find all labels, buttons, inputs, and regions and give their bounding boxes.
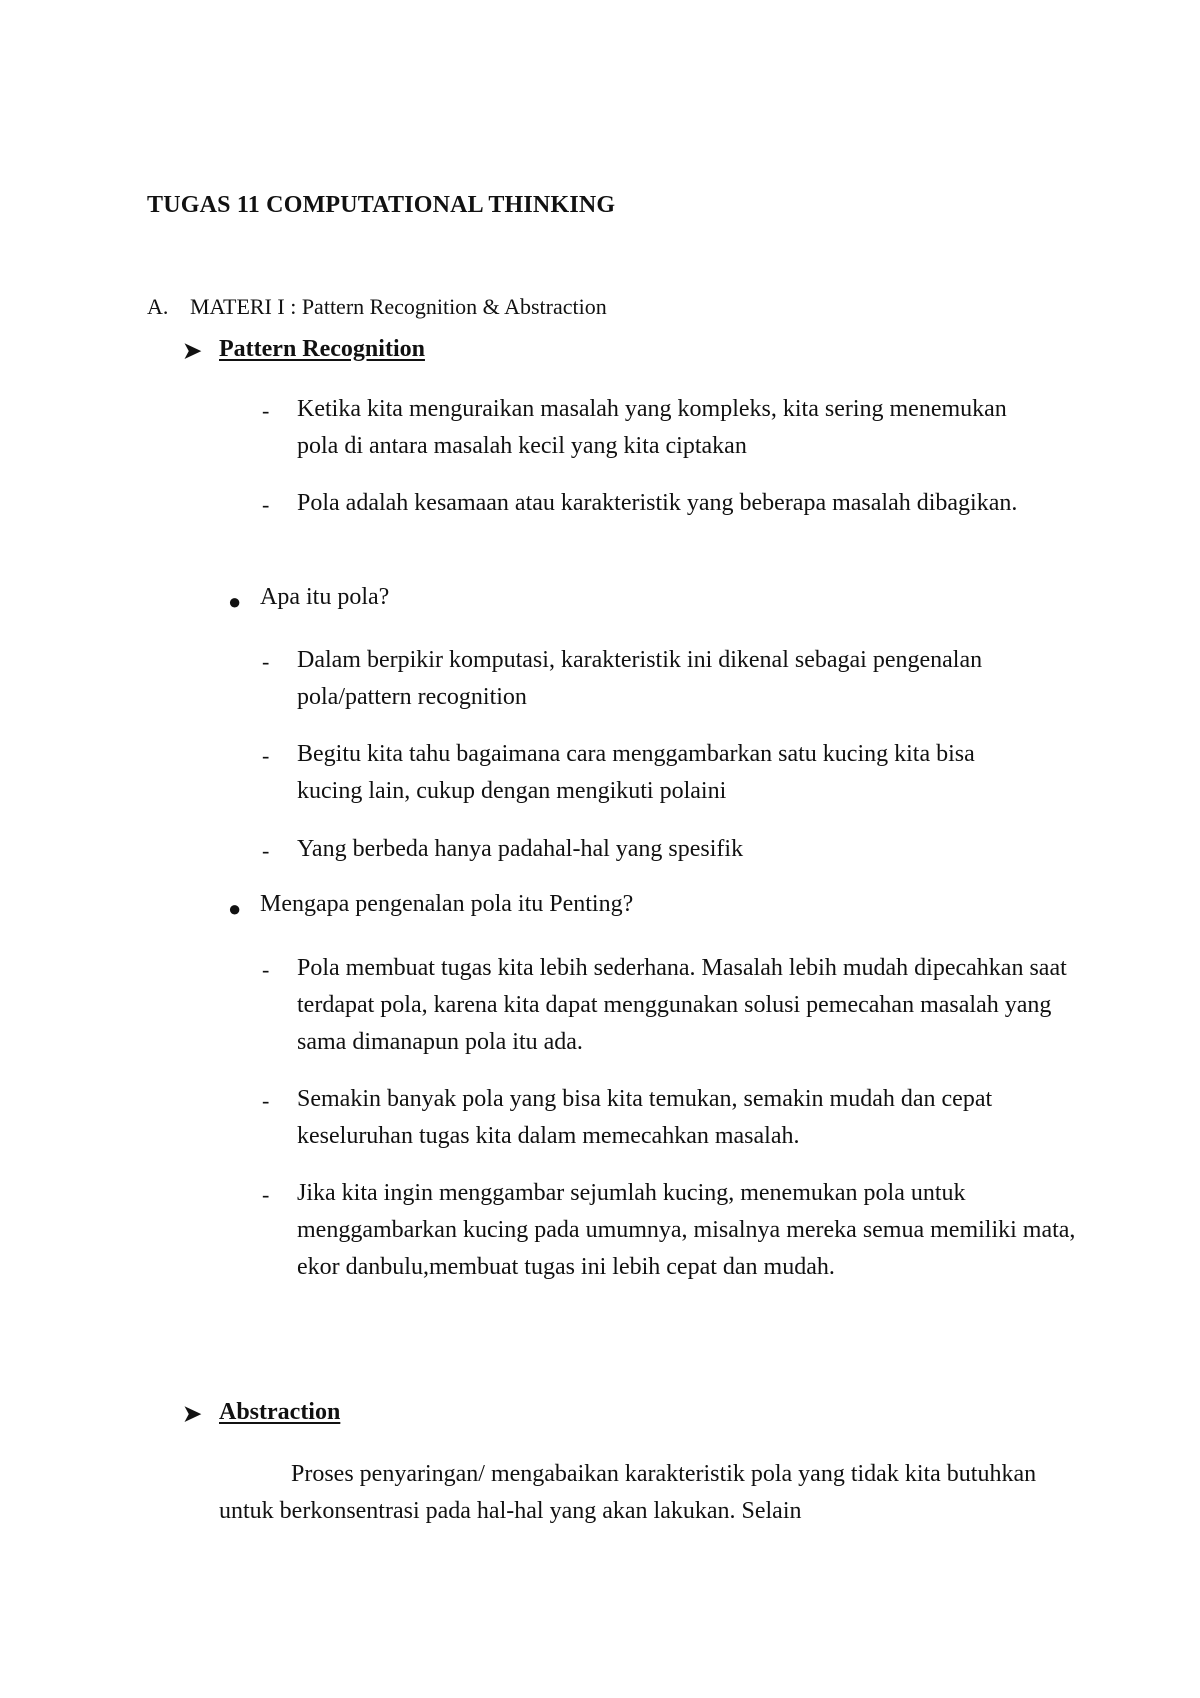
dash-marker: -: [262, 649, 270, 674]
dash-marker: -: [262, 743, 270, 768]
dash-marker: -: [262, 1182, 270, 1207]
list-item: Pola membuat tugas kita lebih sederhana. Masalah lebih mudah dipecahkan saat terdapat pola, karena kita dapat menggunakan solusi pemecahan masalah yang sama dimanapun pola itu ada.: [297, 955, 1067, 1055]
subsection-title: Apa itu pola?: [260, 584, 390, 610]
list-item: Jika kita ingin menggambar sejumlah kucing, menemukan pola untuk menggambarkan kucing pada umumnya, misalnya mereka semua memiliki mata, ekor danbulu,membuat tugas ini lebih cepat dan mudah.: [297, 1180, 1076, 1280]
dash-marker: -: [262, 957, 270, 982]
bullet-icon: ●: [228, 589, 242, 614]
bullet-icon: ●: [228, 896, 242, 921]
pattern-recognition-heading: Pattern Recognition: [219, 336, 425, 362]
list-item: Ketika kita menguraikan masalah yang kompleks, kita sering menemukan pola di antara masalah kecil yang kita ciptakan: [297, 396, 1007, 459]
list-item: Yang berbeda hanya padahal-hal yang spesifik: [297, 836, 744, 862]
subsection-title: Mengapa pengenalan pola itu Penting?: [260, 891, 634, 917]
abstraction-heading: Abstraction: [219, 1399, 341, 1425]
list-item: Begitu kita tahu bagaimana cara menggambarkan satu kucing kita bisa kucing lain, cukup dengan mengikuti polaini: [297, 741, 975, 804]
section-letter: A.: [147, 294, 169, 319]
abstraction-paragraph: Proses penyaringan/ mengabaikan karakteristik pola yang tidak kita butuhkan untuk berkonsentrasi pada hal-hal yang akan lakukan. Selain: [219, 1461, 1037, 1524]
list-item: Semakin banyak pola yang bisa kita temukan, semakin mudah dan cepat keseluruhan tugas kita dalam memecahkan masalah.: [297, 1086, 993, 1149]
list-item: Pola adalah kesamaan atau karakteristik yang beberapa masalah dibagikan.: [297, 490, 1018, 516]
dash-marker: -: [262, 492, 270, 517]
section-title: MATERI I : Pattern Recognition & Abstraction: [190, 294, 607, 319]
arrow-bullet-icon: ➤: [183, 1401, 202, 1426]
dash-marker: -: [262, 838, 270, 863]
document-title: TUGAS 11 COMPUTATIONAL THINKING: [147, 192, 616, 218]
arrow-bullet-icon: ➤: [183, 338, 202, 363]
dash-marker: -: [262, 1088, 270, 1113]
dash-marker: -: [262, 398, 270, 423]
list-item: Dalam berpikir komputasi, karakteristik ini dikenal sebagai pengenalan pola/pattern recognition: [297, 647, 983, 710]
